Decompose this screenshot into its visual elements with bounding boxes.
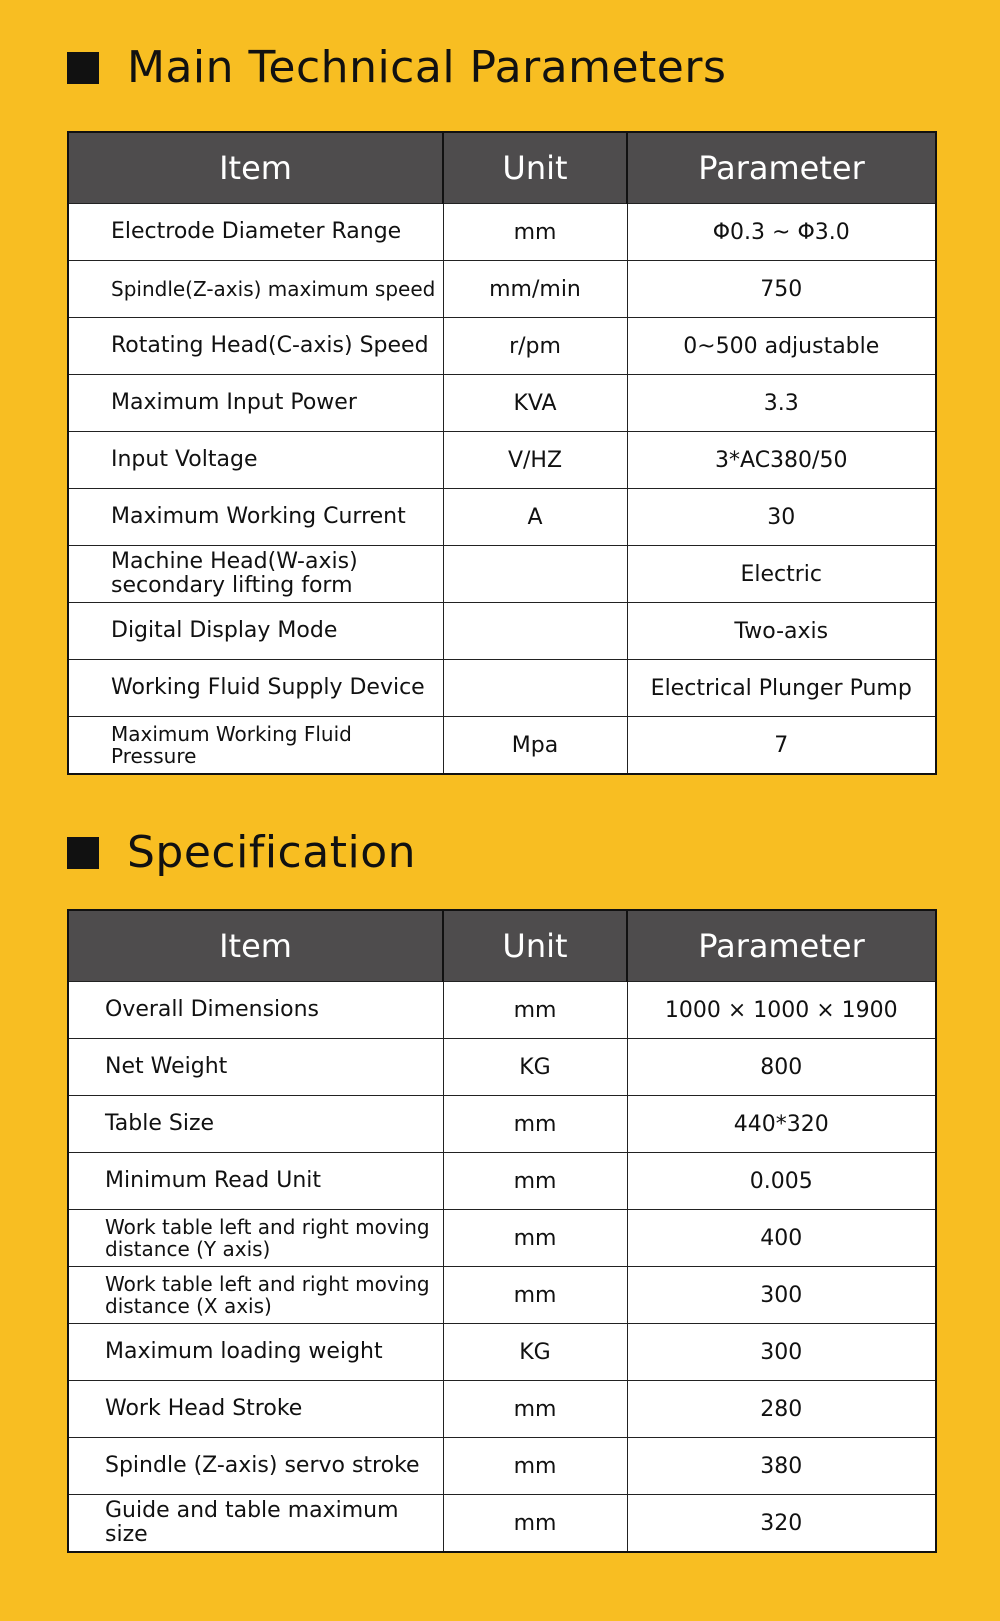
table-row <box>68 1096 936 1153</box>
header-parameter: Parameter <box>627 910 936 982</box>
cell-unit: Mpa <box>443 717 627 775</box>
cell-parameter: 7 <box>627 717 936 775</box>
technical-parameters-table <box>67 131 937 775</box>
cell-parameter: 0~500 adjustable <box>627 318 936 375</box>
cell-unit: mm <box>443 1210 627 1267</box>
cell-unit <box>443 660 627 717</box>
cell-item: Maximum Working Current <box>68 489 443 546</box>
cell-item: Work Head Stroke <box>68 1381 443 1438</box>
table-row <box>68 1495 936 1553</box>
cell-unit: mm <box>443 1153 627 1210</box>
technical-parameters-heading <box>67 42 726 93</box>
cell-item: Work table left and right moving distance (Y axis) <box>68 1210 443 1267</box>
square-bullet-icon <box>67 52 99 84</box>
table-header-row <box>68 132 936 204</box>
cell-item: Machine Head(W-axis) secondary lifting form <box>68 546 443 603</box>
table-row <box>68 375 936 432</box>
table-row <box>68 489 936 546</box>
cell-unit: A <box>443 489 627 546</box>
cell-unit: KVA <box>443 375 627 432</box>
table-header-row <box>68 910 936 982</box>
cell-parameter: 3*AC380/50 <box>627 432 936 489</box>
cell-parameter: Electric <box>627 546 936 603</box>
table-row <box>68 318 936 375</box>
cell-unit: KG <box>443 1324 627 1381</box>
table-row <box>68 1324 936 1381</box>
cell-unit: mm <box>443 982 627 1039</box>
table-row <box>68 546 936 603</box>
cell-unit <box>443 603 627 660</box>
cell-item: Overall Dimensions <box>68 982 443 1039</box>
cell-item: Electrode Diameter Range <box>68 204 443 261</box>
cell-item: Working Fluid Supply Device <box>68 660 443 717</box>
table-row <box>68 717 936 775</box>
cell-item: Maximum Input Power <box>68 375 443 432</box>
cell-parameter: 3.3 <box>627 375 936 432</box>
cell-item: Spindle (Z-axis) servo stroke <box>68 1438 443 1495</box>
cell-parameter: 300 <box>627 1324 936 1381</box>
table-row <box>68 1381 936 1438</box>
header-parameter: Parameter <box>627 132 936 204</box>
cell-parameter: 280 <box>627 1381 936 1438</box>
cell-item: Digital Display Mode <box>68 603 443 660</box>
cell-parameter: 380 <box>627 1438 936 1495</box>
cell-item: Maximum Working Fluid Pressure <box>68 717 443 775</box>
cell-parameter: Electrical Plunger Pump <box>627 660 936 717</box>
cell-item: Input Voltage <box>68 432 443 489</box>
cell-item: Spindle(Z-axis) maximum speed <box>68 261 443 318</box>
cell-unit: mm <box>443 1381 627 1438</box>
table-row <box>68 603 936 660</box>
table-row <box>68 660 936 717</box>
cell-unit: mm <box>443 1096 627 1153</box>
cell-unit: mm <box>443 1495 627 1553</box>
cell-item: Guide and table maximum size <box>68 1495 443 1553</box>
cell-unit: mm <box>443 204 627 261</box>
cell-item: Rotating Head(C-axis) Speed <box>68 318 443 375</box>
cell-parameter: 300 <box>627 1267 936 1324</box>
header-unit: Unit <box>443 910 627 982</box>
cell-item: Table Size <box>68 1096 443 1153</box>
cell-parameter: 30 <box>627 489 936 546</box>
technical-parameters-title: Main Technical Parameters <box>127 42 727 93</box>
cell-unit: V/HZ <box>443 432 627 489</box>
table-row <box>68 432 936 489</box>
cell-parameter: 800 <box>627 1039 936 1096</box>
cell-unit: r/pm <box>443 318 627 375</box>
table-row <box>68 1438 936 1495</box>
specification-heading <box>67 827 416 878</box>
cell-parameter: 0.005 <box>627 1153 936 1210</box>
specification-table <box>67 909 937 1553</box>
table-row <box>68 261 936 318</box>
cell-unit: mm/min <box>443 261 627 318</box>
cell-unit <box>443 546 627 603</box>
header-item: Item <box>68 910 443 982</box>
cell-item: Net Weight <box>68 1039 443 1096</box>
cell-parameter: 320 <box>627 1495 936 1553</box>
cell-unit: KG <box>443 1039 627 1096</box>
cell-parameter: Φ0.3 ~ Φ3.0 <box>627 204 936 261</box>
cell-item: Work table left and right moving distance (X axis) <box>68 1267 443 1324</box>
table-row <box>68 982 936 1039</box>
cell-parameter: 400 <box>627 1210 936 1267</box>
cell-parameter: 1000 × 1000 × 1900 <box>627 982 936 1039</box>
cell-parameter: 440*320 <box>627 1096 936 1153</box>
table-row <box>68 1267 936 1324</box>
cell-item: Minimum Read Unit <box>68 1153 443 1210</box>
cell-item: Maximum loading weight <box>68 1324 443 1381</box>
cell-parameter: 750 <box>627 261 936 318</box>
cell-unit: mm <box>443 1438 627 1495</box>
table-row <box>68 1153 936 1210</box>
specification-title: Specification <box>127 827 416 878</box>
table-row <box>68 204 936 261</box>
cell-parameter: Two-axis <box>627 603 936 660</box>
square-bullet-icon <box>67 837 99 869</box>
header-unit: Unit <box>443 132 627 204</box>
header-item: Item <box>68 132 443 204</box>
cell-unit: mm <box>443 1267 627 1324</box>
table-row <box>68 1210 936 1267</box>
table-row <box>68 1039 936 1096</box>
